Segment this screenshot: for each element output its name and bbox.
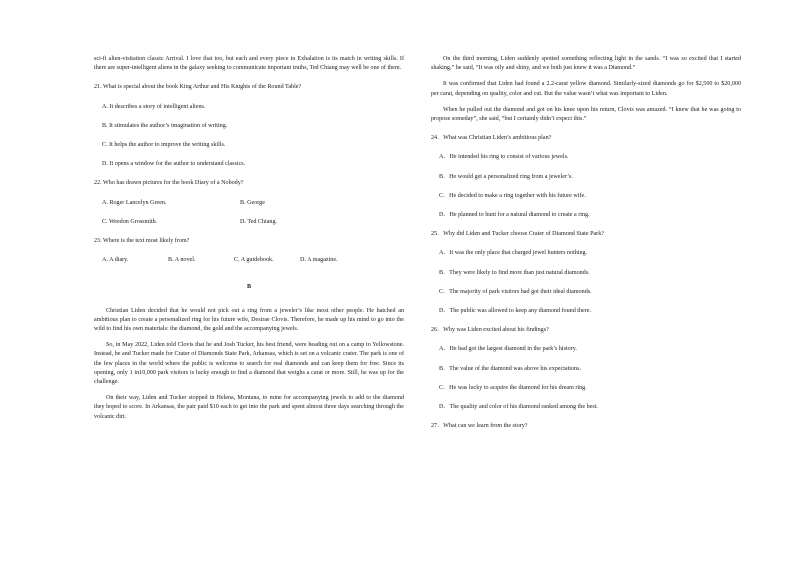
q22-options-row-1: [94, 199, 404, 208]
intro-paragraph: sci-fi alien-visitation classic Arrival. I love that too, but each and every piece in Exhalation is its match in writing skills. If there are super-intelligent aliens in the galaxy seeking to communicate important truths, Ted Chiang may well be one of them.: [94, 56, 404, 72]
q26-option-d: D．The quality and color of his diamond ranked among the best.: [439, 404, 598, 411]
q23-option-d: D. A magazine.: [300, 257, 338, 264]
q26-option-b: B．The value of the diamond was above his expectations.: [439, 365, 581, 372]
q25-option-c: C．The majority of park visitors had got their ideal diamonds.: [439, 288, 592, 295]
q22-options-row-2: [94, 218, 404, 227]
question-23: 23. Where is the text most likely from?: [94, 238, 190, 245]
passage-b-paragraph-5: It was confirmed that Liden had found a 2.2-carat yellow diamond. Similarly-sized diamonds go for $2,500 to $20,000 per carat, depending on quality, color and cut. But the value wasn’t what was important to Liden.: [431, 81, 741, 97]
passage-b-paragraph-4: On the third morning, Liden suddenly spotted something reflecting light in the sands. “I was so excited that I started shaking,” he said, “It was oily and shiny, and we both just knew it was a Diamond.”: [431, 56, 741, 72]
left-column: [94, 55, 404, 429]
q22-option-b: B. George: [240, 199, 265, 206]
question-21: 21. What is special about the book King Arthur and His Knights of the Round Table?: [94, 84, 302, 91]
q26-option-c: C．He was lucky to acquire the diamond for his dream ring.: [439, 384, 587, 391]
q24-option-d: D．He planned to hunt for a natural diamond to create a ring.: [439, 212, 590, 219]
q23-option-a: A. A diary.: [102, 257, 129, 264]
question-22: 22. Who has drawn pictures for the book Diary of a Nobody?: [94, 180, 244, 187]
q25-option-b: B．They were likely to find more than just natural diamonds.: [439, 269, 590, 276]
q24-option-c: C．He decided to make a ring together with his future wife.: [439, 192, 586, 199]
q25-option-a: A．It was the only place that charged jewel hunters nothing.: [439, 250, 588, 257]
q24-option-b: B．He would get a personalized ring from a jeweler’s.: [439, 173, 573, 180]
question-25: 25．Why did Liden and Tucker choose Crater of Diamond State Park?: [431, 231, 604, 238]
question-26: 26．Why was Liden excited about his findings?: [431, 327, 549, 334]
q26-option-a: A．He had got the largest diamond in the park’s history.: [439, 346, 577, 353]
q21-option-a: A. It describes a story of intelligent aliens.: [102, 103, 206, 110]
q23-option-b: B. A novel.: [168, 257, 196, 264]
q21-option-c: C. It helps the author to improve the writing skills.: [102, 142, 226, 149]
passage-b-paragraph-1: Christian Liden decided that he would not pick out a ring from a jeweler’s like most other people. He hatched an ambitious plan to create a personalized ring for his future wife, Desirae Clovis. Therefore, he made up his mind to go into the wild to find his own materials: the diamond, the gold and the accompanying jewels.: [94, 307, 404, 333]
q24-option-a: A．He intended his ring to consist of various jewels.: [439, 154, 569, 161]
question-24: 24．What was Christian Liden’s ambitious plan?: [431, 135, 552, 142]
q21-option-b: B. It stimulates the author’s imagination of writing.: [102, 122, 228, 129]
question-27: 27．What can we learn from the story?: [431, 423, 528, 430]
q23-option-c: C. A guidebook.: [234, 257, 274, 264]
q23-options-row: [94, 256, 404, 265]
passage-b-paragraph-3: On their way, Liden and Tucker stopped in Helena, Montana, to mine for accompanying jewels to add to the diamond they hoped to score. In Arkansas, the pair paid $10 each to get into the park and spent almost three days searching through the volcanic dirt.: [94, 395, 404, 420]
q22-option-c: C. Weedon Grossmith.: [102, 218, 158, 225]
passage-b-paragraph-2: So, in May 2022, Liden told Clovis that he and Josh Tucker, his best friend, were heading out on a camp to Yellowstone. Instead, he and Tucker made for Crater of Diamonds State Park, Arkansas, which is set on a volcanic crater. The park is one of the few places in the world where the public is welcome to search for real diamonds and can keep them for free. Since its opening, only 1 in10,000 park visitors is lucky enough to find a diamond that weighs a carat or more. Still, he was up for the challenge.: [94, 342, 404, 386]
right-column: [431, 55, 741, 441]
section-label-b: B: [246, 284, 252, 291]
q22-option-d: D. Ted Chiang.: [240, 218, 278, 225]
q21-option-d: D. It opens a window for the author to understand classics.: [102, 161, 246, 168]
passage-b-paragraph-6: When he pulled out the diamond and got on his knee upon his return, Clovis was amazed. “I knew that he was going to propose someday”, she said, “but I certainly didn’t expect this.”: [431, 106, 741, 123]
q25-option-d: D．The public was allowed to keep any diamond found there.: [439, 308, 591, 315]
q22-option-a: A. Roger Lancelyn Green.: [102, 199, 167, 206]
